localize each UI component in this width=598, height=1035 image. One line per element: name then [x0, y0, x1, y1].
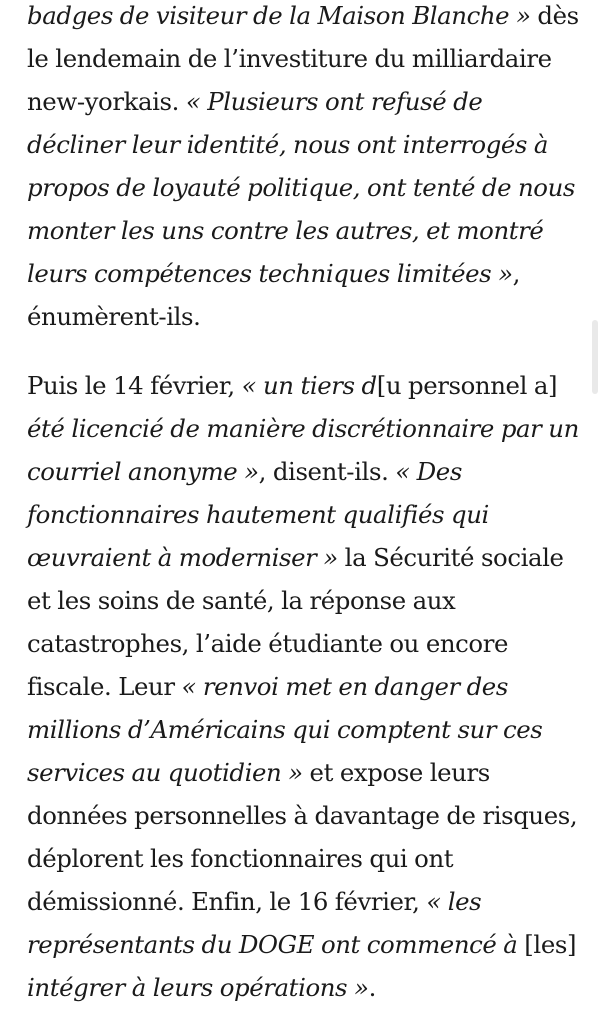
text-run: [les]: [524, 930, 577, 959]
text-run: et expose leurs données personnelles à davantage de risques, déplorent les fonctionnaires qui ont démissionné. Enfin, le 16 février,: [27, 758, 578, 916]
text-run: [u personnel a]: [376, 371, 558, 400]
paragraph-1: [27, 0, 583, 338]
text-run: Puis le 14 février,: [27, 371, 242, 400]
text-run: dès le lendemain de l’investiture du milliardaire new-yorkais.: [27, 1, 579, 116]
text-run: « Des fonctionnaires hautement qualifiés qui œuvraient à moderniser »: [27, 457, 489, 572]
text-run: la Sécurité sociale et les soins de santé, la réponse aux catastrophes, l’aide étudiante ou encore fiscale. Leur: [27, 543, 564, 701]
article-body: [27, 0, 583, 1035]
scrollbar-thumb[interactable]: [592, 320, 598, 394]
text-run: , énumèrent-ils.: [27, 259, 520, 331]
text-run: « un tiers d: [241, 371, 377, 400]
text-run: été licencié de manière discrétionnaire par un courriel anonyme »: [27, 414, 579, 486]
text-run: intégrer à leurs opérations »: [27, 973, 369, 1002]
text-run: « les représentants du DOGE ont commencé à: [27, 887, 525, 959]
text-run: « Plusieurs ont refusé de décliner leur identité, nous ont interrogés à propos de loyauté politique, ont tenté de nous monter les uns contre les autres, et montré leurs compétences techniques limitées »: [27, 87, 575, 288]
text-run: , disent-ils.: [258, 457, 396, 486]
text-run: « renvoi met en danger des millions d’Américains qui comptent sur ces services au quotidien »: [27, 672, 543, 787]
text-run: badges de visiteur de la Maison Blanche »: [27, 1, 531, 30]
text-run: .: [368, 973, 376, 1002]
paragraph-2: [27, 364, 583, 1009]
